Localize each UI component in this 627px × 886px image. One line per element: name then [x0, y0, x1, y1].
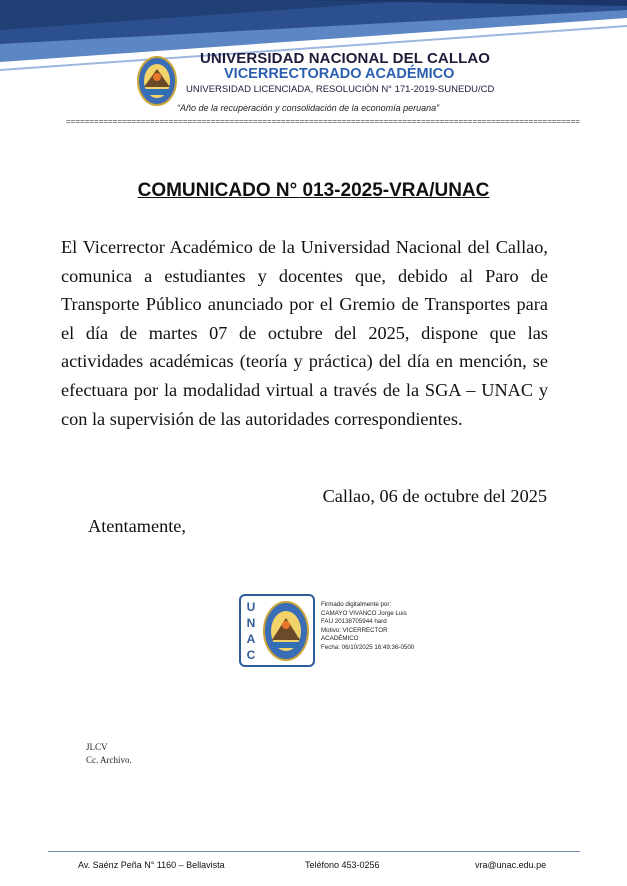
place-date: Callao, 06 de octubre del 2025 [322, 486, 547, 506]
document-title: COMUNICADO N° 013-2025-VRA/UNAC [137, 180, 490, 201]
footer-email[interactable]: vra@unac.edu.pe [475, 860, 547, 870]
office-name: VICERRECTORADO ACADÉMICO [224, 66, 455, 82]
stamp-letter-u: U [246, 600, 256, 614]
university-name: UNIVERSIDAD NACIONAL DEL CALLAO [200, 50, 491, 67]
closing-salutation: Atentamente, [88, 516, 186, 536]
author-initials: JLCV [86, 742, 108, 752]
stamp-letter-a: A [246, 632, 256, 646]
unac-signature-stamp [239, 594, 315, 667]
footer-phone: Teléfono 453-0256 [305, 860, 380, 870]
document-body: El Vicerrector Académico de la Universidad Nacional del Callao, comunica a estudiantes y docentes que, debido al Paro de Transporte Público anunciado por el Gremio de Transportes para el día de martes 07 de octubre del 2025, dispone que las actividades académicas (teoría y práctica) del día en mención, se efectuara por la modalidad virtual a través de la SGA – UNAC y con la supervisión de las autoridades correspondientes. [61, 237, 548, 429]
stamp-letter-c: C [246, 648, 256, 662]
university-crest-logo [136, 55, 178, 107]
footer-divider [48, 851, 580, 852]
copy-note: Cc. Archivo. [86, 755, 132, 765]
digital-signature-details: Firmado digitalmente por: CAMAYO VIVANCO Jorge Luis FAU 20138705944 hard Motivo: VICERRECTOR ACADÉMICO Fecha: 06/10/2025 16:49:36-0500 [321, 601, 415, 651]
reference-block [86, 741, 132, 767]
header-separator: ============================================================================================================== [66, 118, 580, 126]
stamp-letter-n: N [246, 616, 256, 630]
license-line: UNIVERSIDAD LICENCIADA, RESOLUCIÓN N° 171-2019-SUNEDU/CD [186, 84, 495, 95]
year-motto: “Año de la recuperación y consolidación de la economía peruana” [177, 103, 440, 113]
footer-address: Av. Saénz Peña N° 1160 – Bellavista [78, 860, 225, 870]
